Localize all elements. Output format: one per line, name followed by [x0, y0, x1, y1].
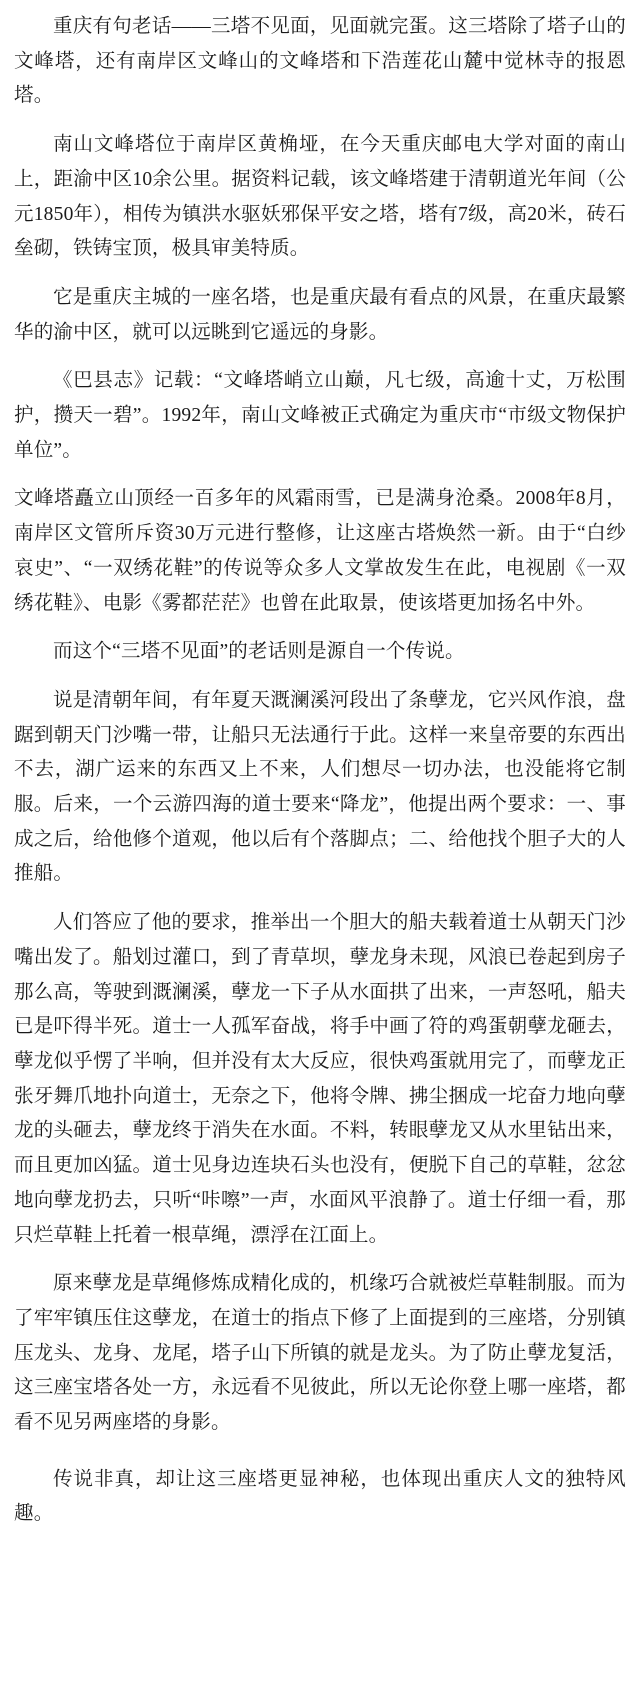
article-paragraph: 重庆有句老话——三塔不见面，见面就完蛋。这三塔除了塔子山的文峰塔，还有南岸区文峰山的文峰塔和下浩莲花山麓中觉林寺的报恩塔。 — [14, 16, 626, 107]
article-body — [14, 10, 626, 1532]
article-paragraph: 而这个“三塔不见面”的老话则是源自一个传说。 — [53, 641, 465, 663]
article-paragraph: 人们答应了他的要求，推举出一个胆大的船夫载着道士从朝天门沙嘴出发了。船划过灌口，到了青草坝，孽龙身未现，风浪已卷起到房子那么高，等驶到溉澜溪，孽龙一下子从水面拱了出来，一声怒吼，船夫已是吓得半死。道士一人孤军奋战，将手中画了符的鸡蛋朝孽龙砸去，孽龙似乎愣了半响，但并没有太大反应，很快鸡蛋就用完了，而孽龙正张牙舞爪地扑向道士，无奈之下，他将令牌、拂尘捆成一坨奋力地向孽龙的头砸去，孽龙终于消失在水面。不料，转眼孽龙又从水里钻出来，而且更加凶猛。道士见身边连块石头也没有，便脱下自己的草鞋，忿忿地向孽龙扔去，只听“咔嚓”一声，水面风平浪静了。道士仔细一看，那只烂草鞋上托着一根草绳，漂浮在江面上。 — [14, 912, 626, 1246]
article-paragraph: 说是清朝年间，有年夏天溉澜溪河段出了条孽龙，它兴风作浪，盘踞到朝天门沙嘴一带，让船只无法通行于此。这样一来皇帝要的东西出不去，湖广运来的东西又上不来，人们想尽一切办法，也没能将它制服。后来，一个云游四海的道士要来“降龙”，他提出两个要求：一、事成之后，给他修个道观，他以后有个落脚点；二、给他找个胆子大的人推船。 — [14, 689, 626, 885]
article-paragraph: 原来孽龙是草绳修炼成精化成的，机缘巧合就被烂草鞋制服。而为了牢牢镇压住这孽龙，在道士的指点下修了上面提到的三座塔，分别镇压龙头、龙身、龙尾，塔子山下所镇的就是龙头。为了防止孽龙复活，这三座宝塔各处一方，永远看不见彼此，所以无论你登上哪一座塔，都看不见另两座塔的身影。 — [14, 1273, 626, 1434]
article-paragraph: 文峰塔矗立山顶经一百多年的风霜雨雪，已是满身沧桑。2008年8月，南岸区文管所斥资30万元进行整修，让这座古塔焕然一新。由于“白纱哀史”、“一双绣花鞋”的传说等众多人文掌故发生在此，电视剧《一双绣花鞋》、电影《雾都茫茫》也曾在此取景，使该塔更加扬名中外。 — [14, 488, 626, 614]
article-paragraph: 《巴县志》记载：“文峰塔峭立山巅，凡七级，高逾十丈，万松围护，攒天一碧”。1992年，南山文峰被正式确定为重庆市“市级文物保护单位”。 — [14, 370, 626, 461]
article-paragraph: 它是重庆主城的一座名塔，也是重庆最有看点的风景，在重庆最繁华的渝中区，就可以远眺到它遥远的身影。 — [14, 286, 626, 343]
article-paragraph: 传说非真，却让这三座塔更显神秘，也体现出重庆人文的独特风趣。 — [14, 1468, 626, 1525]
article-paragraph: 南山文峰塔位于南岸区黄桷垭，在今天重庆邮电大学对面的南山上，距渝中区10余公里。据资料记载，该文峰塔建于清朝道光年间（公元1850年），相传为镇洪水驱妖邪保平安之塔，塔有7级，高20米，砖石垒砌，铁铸宝顶，极具审美特质。 — [14, 134, 626, 260]
